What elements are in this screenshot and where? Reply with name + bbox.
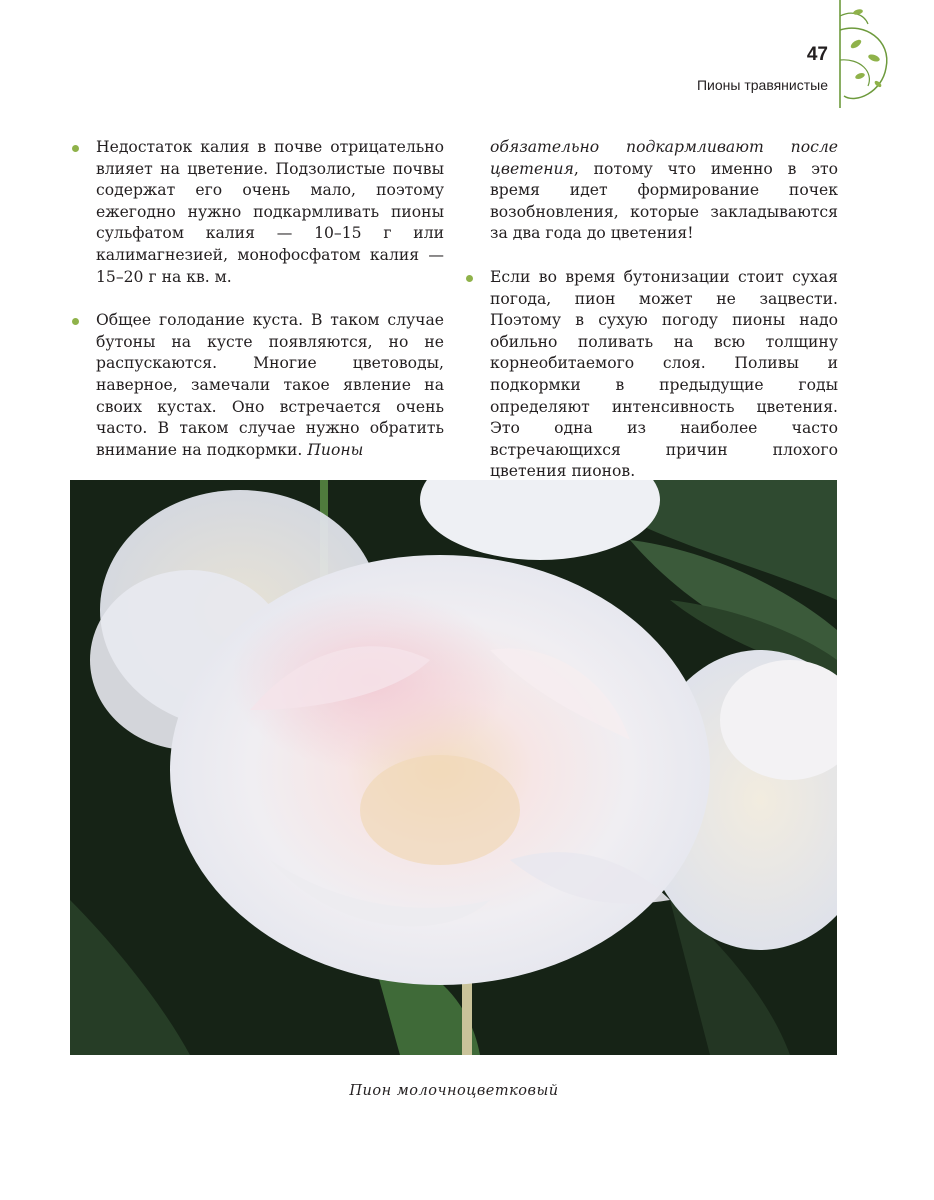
bullet-text: Если во время бутонизации стоит сухая погода, пион может не зацвести. Поэтому в сухую погоду пионы надо обильно поливать на всю толщину корнеобитаемого слоя. Поливы и подкормки в предыдущие годы определяют интенсивность цветения. Это одна из наиболее часто встречающихся причин плохого цветения пионов.: [490, 267, 838, 481]
bullet-text-italic: Пионы: [307, 440, 364, 459]
vine-ornament-icon: [834, 0, 900, 112]
continuation-main: , потому что именно в это время идет формирование почек возобновления, которые закладываются за два года до цветения!: [490, 159, 838, 243]
bullet-text-main: Общее голодание куста. В таком случае бутоны на кусте появляются, но не распускаются. Многие цветоводы, наверное, замечали такое явление на своих кустах. Оно встречается очень часто. В таком случае нужно обратить внимание на подкормки.: [96, 311, 444, 459]
left-column: [72, 137, 444, 483]
right-column: [466, 137, 838, 505]
bullet-dot-icon: [72, 145, 79, 152]
peony-photo: [70, 480, 837, 1055]
bullet-text: Недостаток калия в почве отрицательно влияет на цветение. Подзолистые почвы содержат его очень мало, поэтому ежегодно нужно подкармливать пионы сульфатом калия — 10–15 г или калимагнезией, монофосфатом калия — 15–20 г на кв. м.: [96, 138, 444, 286]
continuation-text: [490, 137, 838, 245]
bullet-dot-icon: [466, 275, 473, 282]
bullet-item-drought: [466, 267, 838, 483]
continuation-italic: обязательно подкармливают после цветения: [490, 138, 838, 178]
bullet-text: [96, 310, 444, 461]
continuation-paragraph: [466, 137, 838, 245]
running-title: Пионы травянистые: [696, 77, 828, 93]
figure-caption: Пион молочноцветковый: [349, 1083, 559, 1099]
bullet-item-potassium: [72, 137, 444, 288]
bullet-item-starvation: [72, 310, 444, 461]
bullet-dot-icon: [72, 318, 79, 325]
page-number: 47: [806, 44, 828, 65]
